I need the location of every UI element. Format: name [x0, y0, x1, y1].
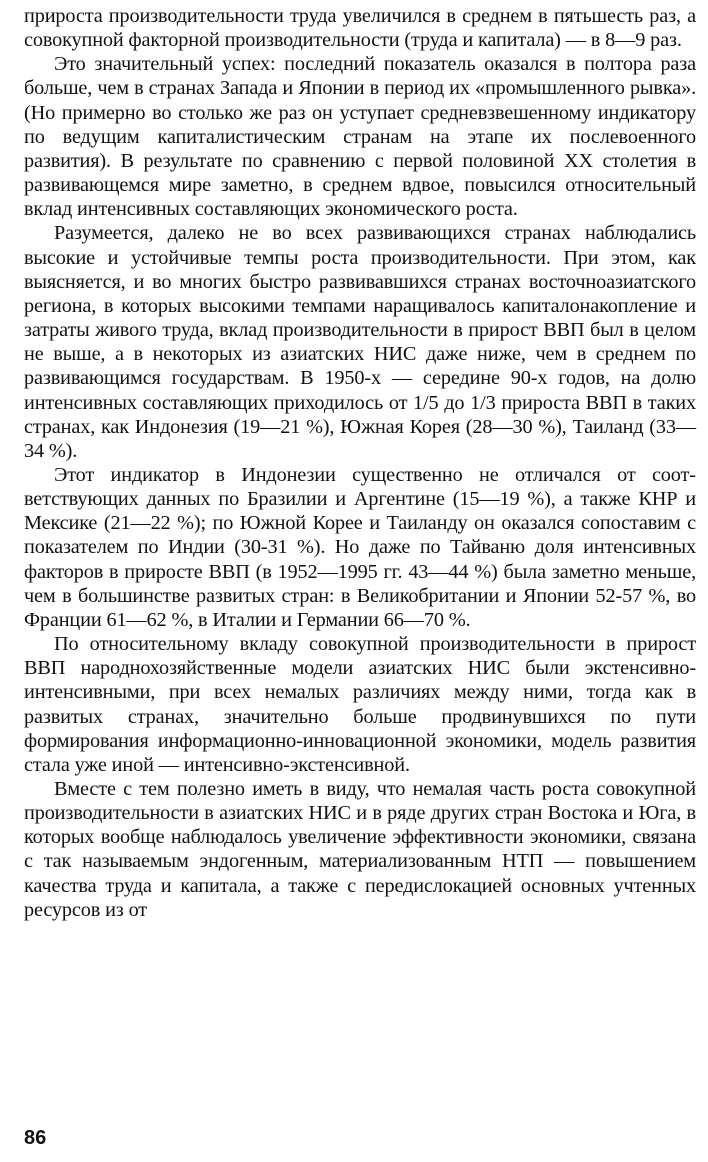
- paragraph-6: Вместе с тем полезно иметь в виду, что немалая часть роста совокупной производительности в азиатских НИС и в ряде других стран Востока и Юга, в которых вообще наблюдалось увеличение эффективности экономики, связана с так называемым эндогенным, материализованным НТП — повышением качества труда и капитала, а также с передислокацией основных учтенных ресурсов из от: [24, 778, 696, 921]
- body-text: [24, 4, 696, 922]
- paragraph-3: Разумеется, далеко не во всех развивающихся странах наблюдались высокие и устойчивые темпы роста производительности. При этом, как выясняется, и во многих быстро развивавшихся странах восточноазиатского региона, в которых высокими темпами наращивалось капиталонакопление и затраты живого труда, вклад производительности в прирост ВВП был в целом не выше, а в некоторых из азиатских НИС даже ниже, чем в среднем по развивающимся государствам. В 1950-х — середине 90-х годов, на долю интенсивных составляющих приходилось от 1/5 до 1/3 прироста ВВП в таких странах, как Индонезия (19—21 %), Южная Корея (28—30 %), Таиланд (33—34 %).: [24, 222, 696, 462]
- paragraph-2: Это значительный успех: последний показатель оказался в полтора раза больше, чем в странах Запада и Японии в период их «промышленного рывка». (Но примерно во столько же раз он уступает средневзвешенному индикатору по ведущим капиталистическим странам на этапе их послевоенного развития). В результате по сравнению с первой половиной XX столетия в развивающемся мире заметно, в среднем вдвое, повысился относительный вклад интенсивных составляющих экономического роста.: [24, 53, 696, 221]
- page-number: 86: [24, 1127, 47, 1149]
- paragraph-1: прироста производительности труда увеличился в среднем в пятьшесть раз, а совокупной факторной производительности (труда и капитала) — в 8—9 раз.: [24, 5, 696, 52]
- paragraph-5: По относительному вкладу совокупной производительности в прирост ВВП народнохозяйственные модели азиатских НИС были экстенсивно-интенсивными, при всех немалых различиях между ними, тогда как в развитых странах, значительно больше продвинувшихся по пути формирования информационно-инновационной экономики, модель развития стала уже иной — интенсивно-экстенсивной.: [24, 633, 696, 776]
- paragraph-4: Этот индикатор в Индонезии существенно не отличался от соответствующих данных по Бразилии и Аргентине (15—19 %), а также КНР и Мексике (21—22 %); по Южной Корее и Таиланду он оказался сопоставим с показателем по Индии (30-31 %). Но даже по Тайваню доля интенсивных факторов в приросте ВВП (в 1952—1995 гг. 43—44 %) была заметно меньше, чем в большинстве развитых стран: в Великобритании и Японии 52-57 %, во Франции 61—62 %, в Италии и Германии 66—70 %.: [24, 463, 696, 631]
